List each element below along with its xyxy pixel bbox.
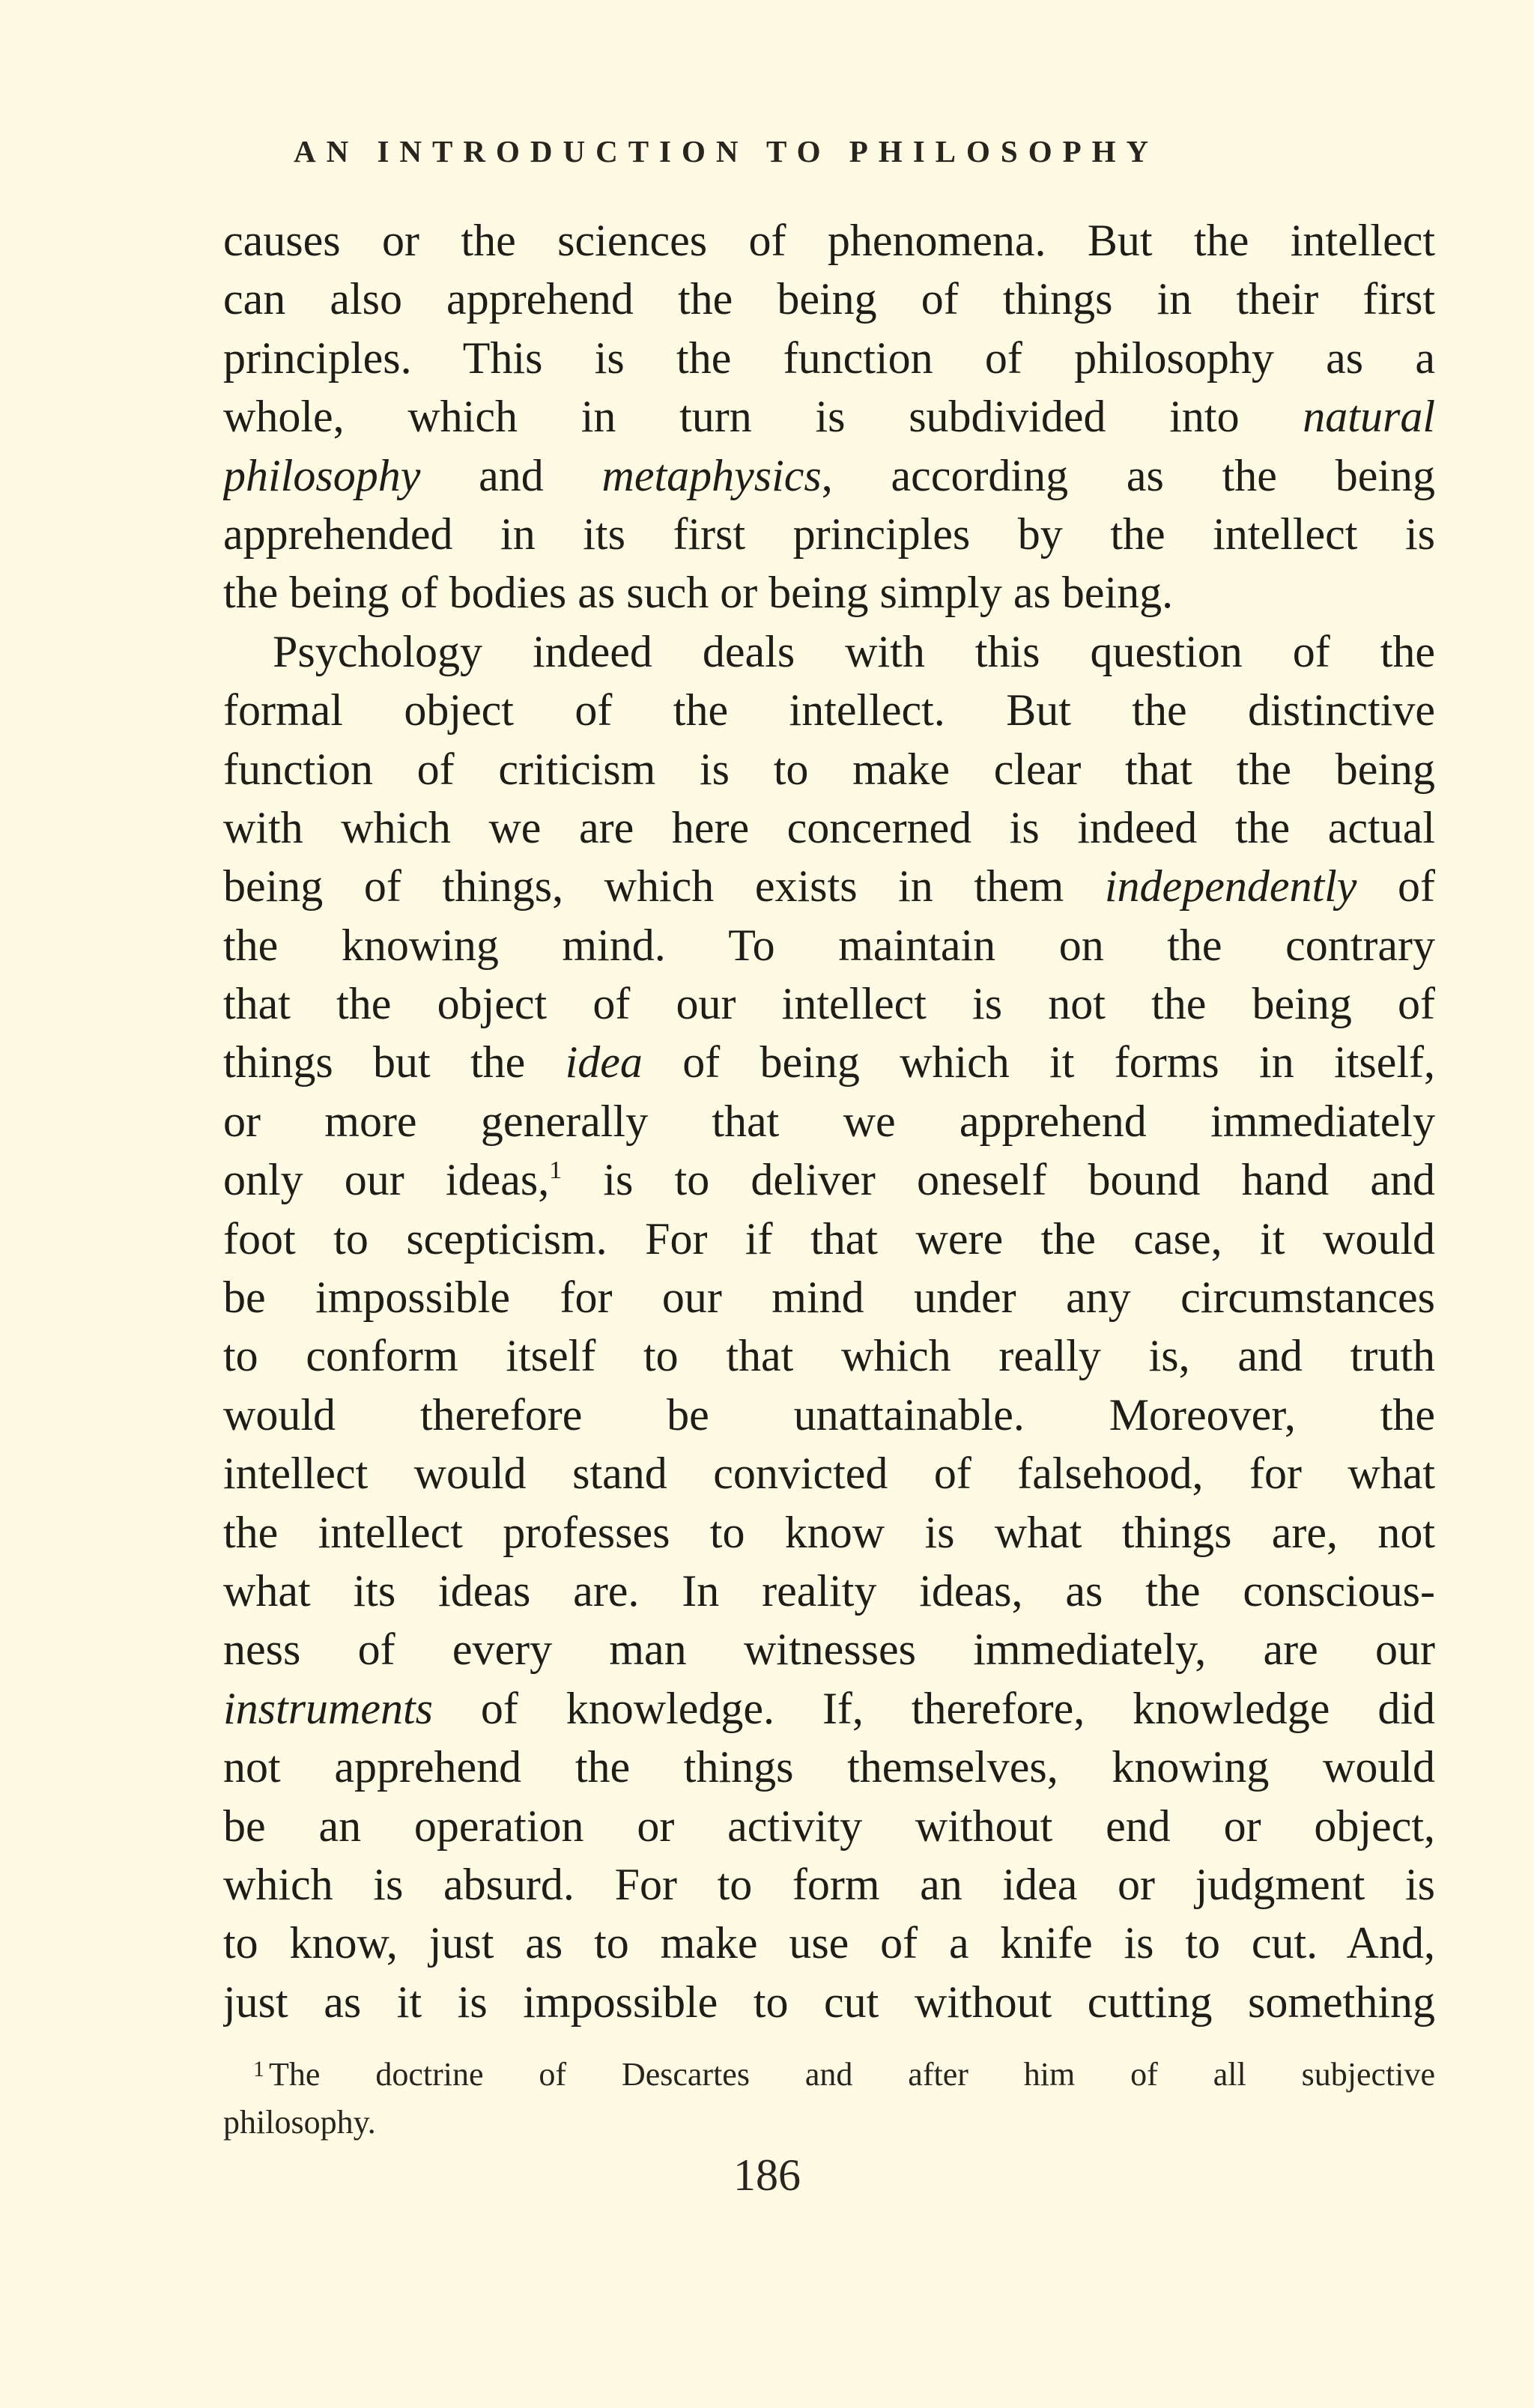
text-line: that the object of our intellect is not the being of xyxy=(223,979,1435,1029)
text-line: the knowing mind. To maintain on the contrary xyxy=(223,920,1435,970)
text-line: being of things, which exists in them independently of xyxy=(223,861,1435,912)
text-line: be an operation or activity without end or object, xyxy=(223,1801,1435,1851)
text-line: with which we are here concerned is indeed the actual xyxy=(223,802,1435,852)
text-line: things but the idea of being which it forms in itself, xyxy=(223,1037,1435,1088)
text-line: would therefore be unattainable. Moreover, the xyxy=(223,1389,1435,1440)
text-line: formal object of the intellect. But the distinctive xyxy=(223,685,1435,736)
footnote xyxy=(223,2051,1435,2147)
footnote-reference: 1 xyxy=(549,1156,563,1185)
text-line: not apprehend the things themselves, knowing would xyxy=(223,1742,1435,1792)
italic-term: philosophy xyxy=(223,450,421,500)
text-line: which is absurd. For to form an idea or judgment is xyxy=(223,1859,1435,1909)
italic-term: natural xyxy=(1303,392,1435,442)
text-line: apprehended in its first principles by the intellect is xyxy=(223,509,1435,559)
paragraph-end-line: the being of bodies as such or being simply as being. xyxy=(223,568,1174,618)
text-line: principles. This is the function of philosophy as a xyxy=(223,333,1435,383)
text-line: the intellect professes to know is what things are, not xyxy=(223,1507,1435,1557)
text-line: what its ideas are. In reality ideas, as the conscious- xyxy=(223,1565,1435,1616)
italic-term: instruments xyxy=(223,1683,434,1733)
italic-term: metaphysics xyxy=(601,450,822,500)
text-line: function of criticism is to make clear that the being xyxy=(223,744,1435,794)
text-line: or more generally that we apprehend immediately xyxy=(223,1096,1435,1146)
footnote-line: philosophy. xyxy=(223,2104,376,2141)
text-line: foot to scepticism. For if that were the case, it would xyxy=(223,1213,1435,1264)
text-line: instruments of knowledge. If, therefore, knowledge did xyxy=(223,1683,1435,1733)
running-head: AN INTRODUCTION TO PHILOSOPHY xyxy=(294,134,1159,169)
text-line: to conform itself to that which really is, and truth xyxy=(223,1331,1435,1381)
text-line: intellect would stand convicted of falsehood, for what xyxy=(223,1449,1435,1499)
text-line: causes or the sciences of phenomena. But the intellect xyxy=(223,216,1435,265)
text-line: ness of every man witnesses immediately, are our xyxy=(223,1625,1435,1675)
footnote-marker: 1 xyxy=(253,2057,264,2081)
footnote-line: $^1$ The doctrine of Descartes and after him of all subjective xyxy=(253,2056,1435,2093)
text-line: to know, just as to make use of a knife is to cut. And, xyxy=(223,1918,1435,1968)
body-text xyxy=(223,211,1435,2031)
paragraph-start-line: Psychology indeed deals with this question of the xyxy=(273,626,1435,676)
text-line: only our ideas,$^1$ is to deliver oneself bound hand and xyxy=(223,1155,1435,1205)
text-line: whole, which in turn is subdivided into natural xyxy=(223,392,1435,442)
text-line: be impossible for our mind under any circumstances xyxy=(223,1273,1435,1323)
text-line: can also apprehend the being of things in their first xyxy=(223,274,1435,324)
text-line: just as it is impossible to cut without cutting something xyxy=(223,1977,1435,2027)
italic-term: independently xyxy=(1104,861,1357,912)
page-number: 186 xyxy=(733,2150,801,2200)
italic-term: idea xyxy=(565,1037,643,1088)
text-line: philosophy and metaphysics, according as the being xyxy=(223,450,1435,500)
